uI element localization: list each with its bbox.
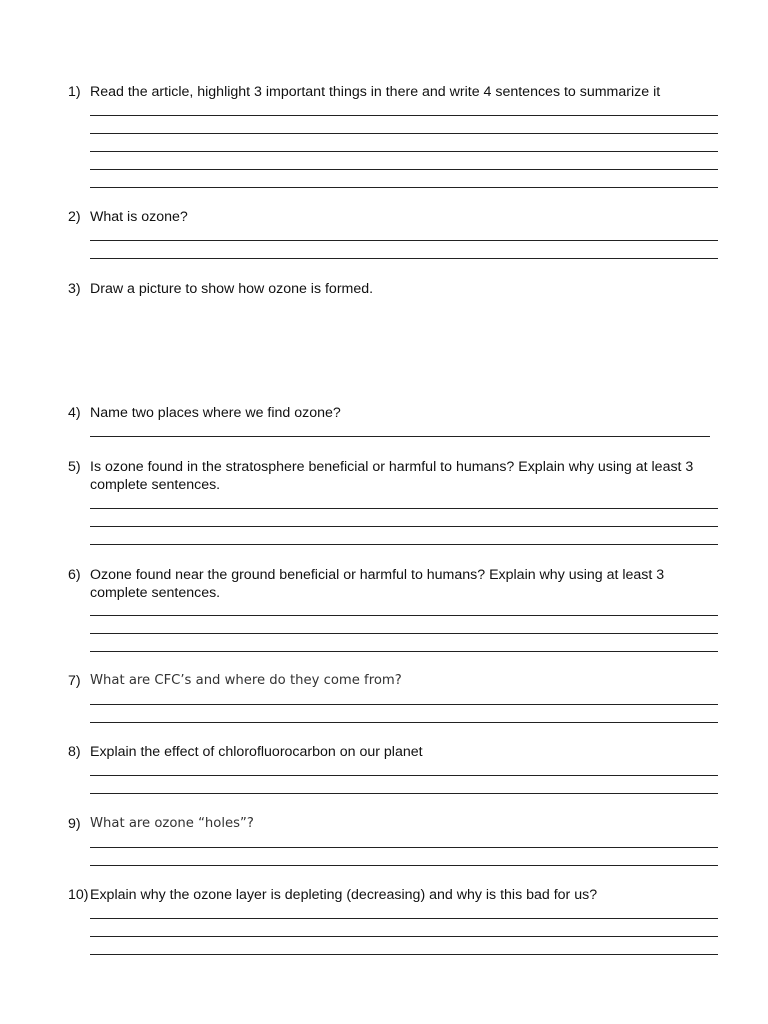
- question-9: [68, 815, 720, 833]
- answer-line[interactable]: [90, 651, 718, 652]
- question-text: What are CFC’s and where do they come from?: [90, 673, 402, 688]
- answer-line[interactable]: [90, 169, 718, 170]
- answer-line[interactable]: [90, 775, 718, 776]
- question-10: [68, 886, 720, 904]
- answer-line[interactable]: [90, 115, 718, 116]
- answer-line[interactable]: [90, 704, 718, 705]
- question-number: 10): [68, 887, 89, 903]
- question-5: [68, 458, 720, 494]
- answer-line[interactable]: [90, 258, 718, 259]
- question-number: 6): [68, 567, 81, 583]
- answer-line[interactable]: [90, 187, 718, 188]
- question-8: [68, 743, 720, 761]
- answer-line[interactable]: [90, 133, 718, 134]
- question-3: [68, 280, 720, 298]
- answer-line[interactable]: [90, 633, 718, 634]
- question-4: [68, 404, 720, 422]
- question-2: [68, 208, 720, 226]
- answer-line[interactable]: [90, 954, 718, 955]
- question-number: 5): [68, 459, 81, 475]
- question-number: 4): [68, 405, 81, 421]
- question-number: 8): [68, 744, 81, 760]
- question-text: Explain why the ozone layer is depleting (decreasing) and why is this bad for us?: [90, 887, 598, 903]
- question-7: [68, 672, 720, 690]
- answer-line[interactable]: [90, 526, 718, 527]
- question-text: Draw a picture to show how ozone is formed.: [90, 281, 374, 297]
- question-number: 7): [68, 673, 81, 689]
- question-1: [68, 83, 720, 101]
- answer-line[interactable]: [90, 508, 718, 509]
- question-number: 9): [68, 816, 81, 832]
- answer-line[interactable]: [90, 865, 718, 866]
- answer-line[interactable]: [90, 436, 710, 437]
- answer-line[interactable]: [90, 544, 718, 545]
- answer-line[interactable]: [90, 936, 718, 937]
- question-number: 1): [68, 84, 81, 100]
- answer-line[interactable]: [90, 722, 718, 723]
- question-text: Ozone found near the ground beneficial or harmful to humans? Explain why using at least 3 complete sentences.: [90, 567, 665, 601]
- question-number: 3): [68, 281, 81, 297]
- answer-line[interactable]: [90, 240, 718, 241]
- question-number: 2): [68, 209, 81, 225]
- question-text: What is ozone?: [90, 209, 188, 225]
- question-6: [68, 566, 720, 602]
- question-text: What are ozone “holes”?: [90, 816, 254, 831]
- answer-line[interactable]: [90, 615, 718, 616]
- question-text: Explain the effect of chlorofluorocarbon on our planet: [90, 744, 423, 760]
- answer-line[interactable]: [90, 847, 718, 848]
- question-text: Read the article, highlight 3 important things in there and write 4 sentences to summarize it: [90, 84, 661, 100]
- question-text: Name two places where we find ozone?: [90, 405, 341, 421]
- answer-line[interactable]: [90, 918, 718, 919]
- question-text: Is ozone found in the stratosphere beneficial or harmful to humans? Explain why using at least 3 complete sentences.: [90, 459, 694, 493]
- answer-line[interactable]: [90, 151, 718, 152]
- answer-line[interactable]: [90, 793, 718, 794]
